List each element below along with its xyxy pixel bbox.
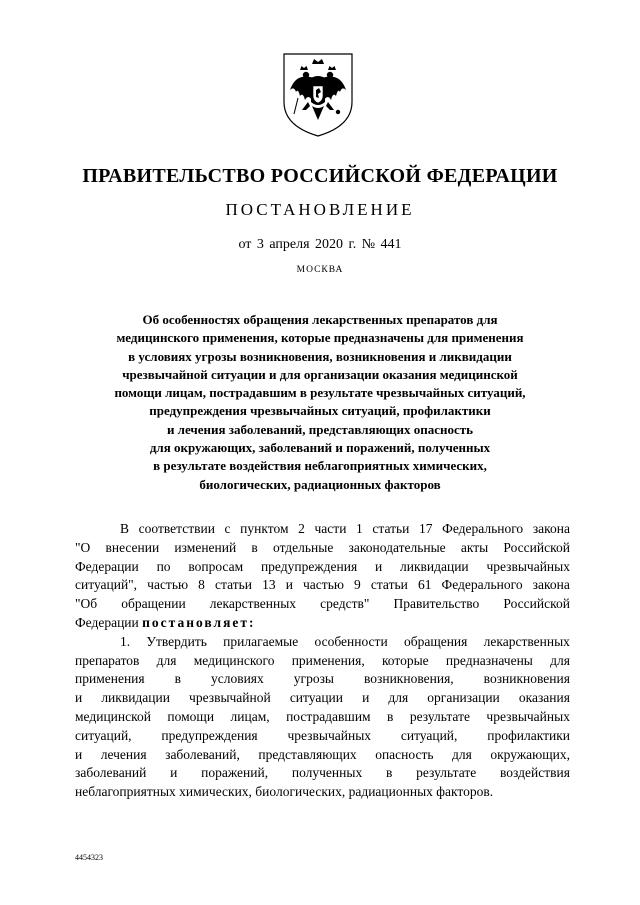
word: и — [362, 690, 370, 706]
word: чрезвычайных — [486, 558, 570, 574]
word: в — [174, 671, 181, 687]
word: чрезвычайных — [287, 727, 372, 743]
word: Федерального — [442, 521, 524, 536]
word: которые — [381, 652, 429, 668]
word: части — [314, 521, 347, 536]
title-line: предупреждения чрезвычайных ситуаций, профилактики — [149, 403, 491, 419]
title-line: в условиях угрозы возникновения, возникновения и ликвидации — [128, 348, 512, 364]
word: представляющих — [258, 746, 357, 762]
word: 9 — [354, 577, 361, 593]
word: ликвидации — [400, 558, 469, 574]
body-line — [75, 633, 570, 652]
word: и — [75, 690, 83, 706]
government-name: ПРАВИТЕЛЬСТВО РОССИЙСКОЙ ФЕДЕРАЦИИ — [82, 165, 558, 187]
word: Правительство — [393, 596, 480, 612]
word: пострадавшим — [286, 708, 371, 724]
word: помощи — [167, 708, 215, 724]
word: особенности — [314, 633, 388, 649]
title-line: биологических, радиационных факторов — [199, 476, 441, 492]
word: статьи — [372, 521, 410, 536]
word: ситуаций, — [75, 727, 132, 743]
word: и — [374, 558, 383, 574]
decree-type: ПОСТАНОВЛЕНИЕ — [225, 200, 415, 219]
word: и — [170, 765, 178, 781]
word: угрозы — [293, 671, 334, 687]
body-line — [75, 727, 570, 746]
title-line: для окружающих, заболеваний и поражений, полученных — [149, 440, 491, 456]
body-line — [75, 520, 570, 539]
word: прилагаемые — [223, 633, 299, 649]
word: для — [156, 652, 177, 668]
word: предупреждения — [161, 727, 258, 743]
body-line — [75, 746, 570, 765]
coat-of-arms-icon — [278, 50, 358, 140]
word: возникновения — [483, 671, 570, 687]
title-line: и лечения заболеваний, представляющих опасность — [166, 421, 474, 437]
word: закона — [532, 577, 570, 593]
word: условиях — [210, 671, 264, 687]
word: возникновения, — [363, 671, 454, 687]
word: вопросам — [188, 558, 244, 574]
word: воздействия — [500, 765, 570, 781]
body-line — [75, 576, 570, 595]
word: профилактики — [487, 727, 570, 743]
word: законодательные — [348, 539, 446, 555]
word: лекарственных — [483, 633, 570, 649]
word: закона — [532, 521, 570, 536]
word: в — [385, 765, 393, 781]
word: по — [156, 558, 171, 574]
word: статьи — [215, 577, 252, 593]
title-line: помощи лицам, пострадавшим в результате чрезвычайных ситуаций, — [114, 385, 526, 401]
decree-body — [75, 520, 570, 802]
word: частью — [147, 577, 189, 593]
word: ситуаций, — [400, 727, 458, 743]
word: и — [285, 577, 293, 593]
decree-title — [80, 311, 560, 494]
word: лицам, — [230, 708, 270, 724]
word: организации — [427, 690, 500, 706]
document-number: 4454323 — [75, 853, 103, 862]
word: внесении — [105, 539, 160, 555]
word: средств" — [320, 596, 370, 612]
word: 2 — [298, 521, 305, 536]
word: медицинского — [193, 652, 275, 668]
word: предупреждения — [260, 558, 358, 574]
word: лечения — [100, 746, 147, 762]
title-line: чрезвычайной ситуации и для организации оказания медицинской — [122, 366, 518, 382]
body-line — [75, 670, 570, 689]
word: для — [452, 746, 472, 762]
word: препаратов — [75, 652, 140, 668]
word: применения, — [291, 652, 365, 668]
word: в — [251, 539, 258, 555]
body-line — [75, 539, 570, 558]
body-line — [75, 652, 570, 671]
word: ситуаций", — [75, 577, 138, 593]
word: статьи — [370, 577, 408, 593]
word: заболеваний — [75, 765, 147, 781]
body-line — [75, 708, 570, 727]
word: обращении — [121, 596, 186, 612]
resolves-word: постановляет: — [142, 614, 256, 630]
body-line: неблагоприятных химических, биологических, радиационных факторов. — [75, 784, 494, 800]
word: окружающих, — [490, 746, 570, 762]
word: с — [224, 521, 231, 536]
word: пунктом — [240, 521, 289, 536]
title-line: Об особенностях обращения лекарственных препаратов для — [142, 312, 498, 327]
word: применения — [75, 671, 145, 687]
word: 1 — [356, 521, 363, 536]
word: акты — [460, 539, 489, 555]
word: результате — [416, 765, 477, 781]
body-line — [75, 689, 570, 708]
word: для — [388, 690, 409, 706]
word: ликвидации — [101, 690, 170, 706]
word: изменений — [174, 539, 237, 555]
word: Утвердить — [146, 633, 207, 649]
body-text: Федерации — [75, 614, 143, 630]
body-line — [75, 614, 570, 633]
word: 61 — [417, 577, 432, 593]
word: обращения — [403, 633, 468, 649]
word: Федерального — [441, 577, 523, 593]
word: ситуации — [289, 690, 343, 706]
word: Российской — [503, 596, 570, 612]
word: 17 — [419, 521, 433, 536]
word: результате — [409, 708, 470, 724]
word: и — [75, 746, 83, 762]
word: Федерации — [75, 558, 139, 574]
word: 13 — [262, 577, 276, 593]
word: соответствии — [138, 521, 215, 536]
word: лекарственных — [209, 596, 297, 612]
word: для — [550, 652, 570, 668]
body-line — [75, 595, 570, 614]
word: отдельные — [273, 539, 334, 555]
decree-date-number: от 3 апреля 2020 г. № 441 — [238, 237, 402, 252]
word: чрезвычайных — [486, 708, 570, 724]
word: опасность — [375, 746, 434, 762]
word: Российской — [503, 539, 570, 555]
word: полученных — [291, 765, 363, 781]
word: чрезвычайной — [189, 690, 271, 706]
title-line: медицинского применения, которые предназначены для применения — [116, 330, 524, 346]
body-line — [75, 764, 570, 783]
word: медицинской — [75, 708, 151, 724]
body-line — [75, 558, 570, 577]
word: предназначены — [445, 652, 533, 668]
word: частью — [303, 577, 344, 593]
word: "О — [75, 539, 91, 555]
word: В — [120, 521, 130, 536]
city: МОСКВА — [296, 265, 344, 275]
title-line: в результате воздействия неблагоприятных химических, — [153, 458, 487, 474]
word: 8 — [198, 577, 205, 593]
word: 1. — [120, 633, 131, 649]
word: оказания — [518, 690, 570, 706]
word: в — [387, 708, 394, 724]
word: заболеваний, — [165, 746, 240, 762]
word: поражений, — [201, 765, 269, 781]
word: "Об — [75, 596, 98, 612]
